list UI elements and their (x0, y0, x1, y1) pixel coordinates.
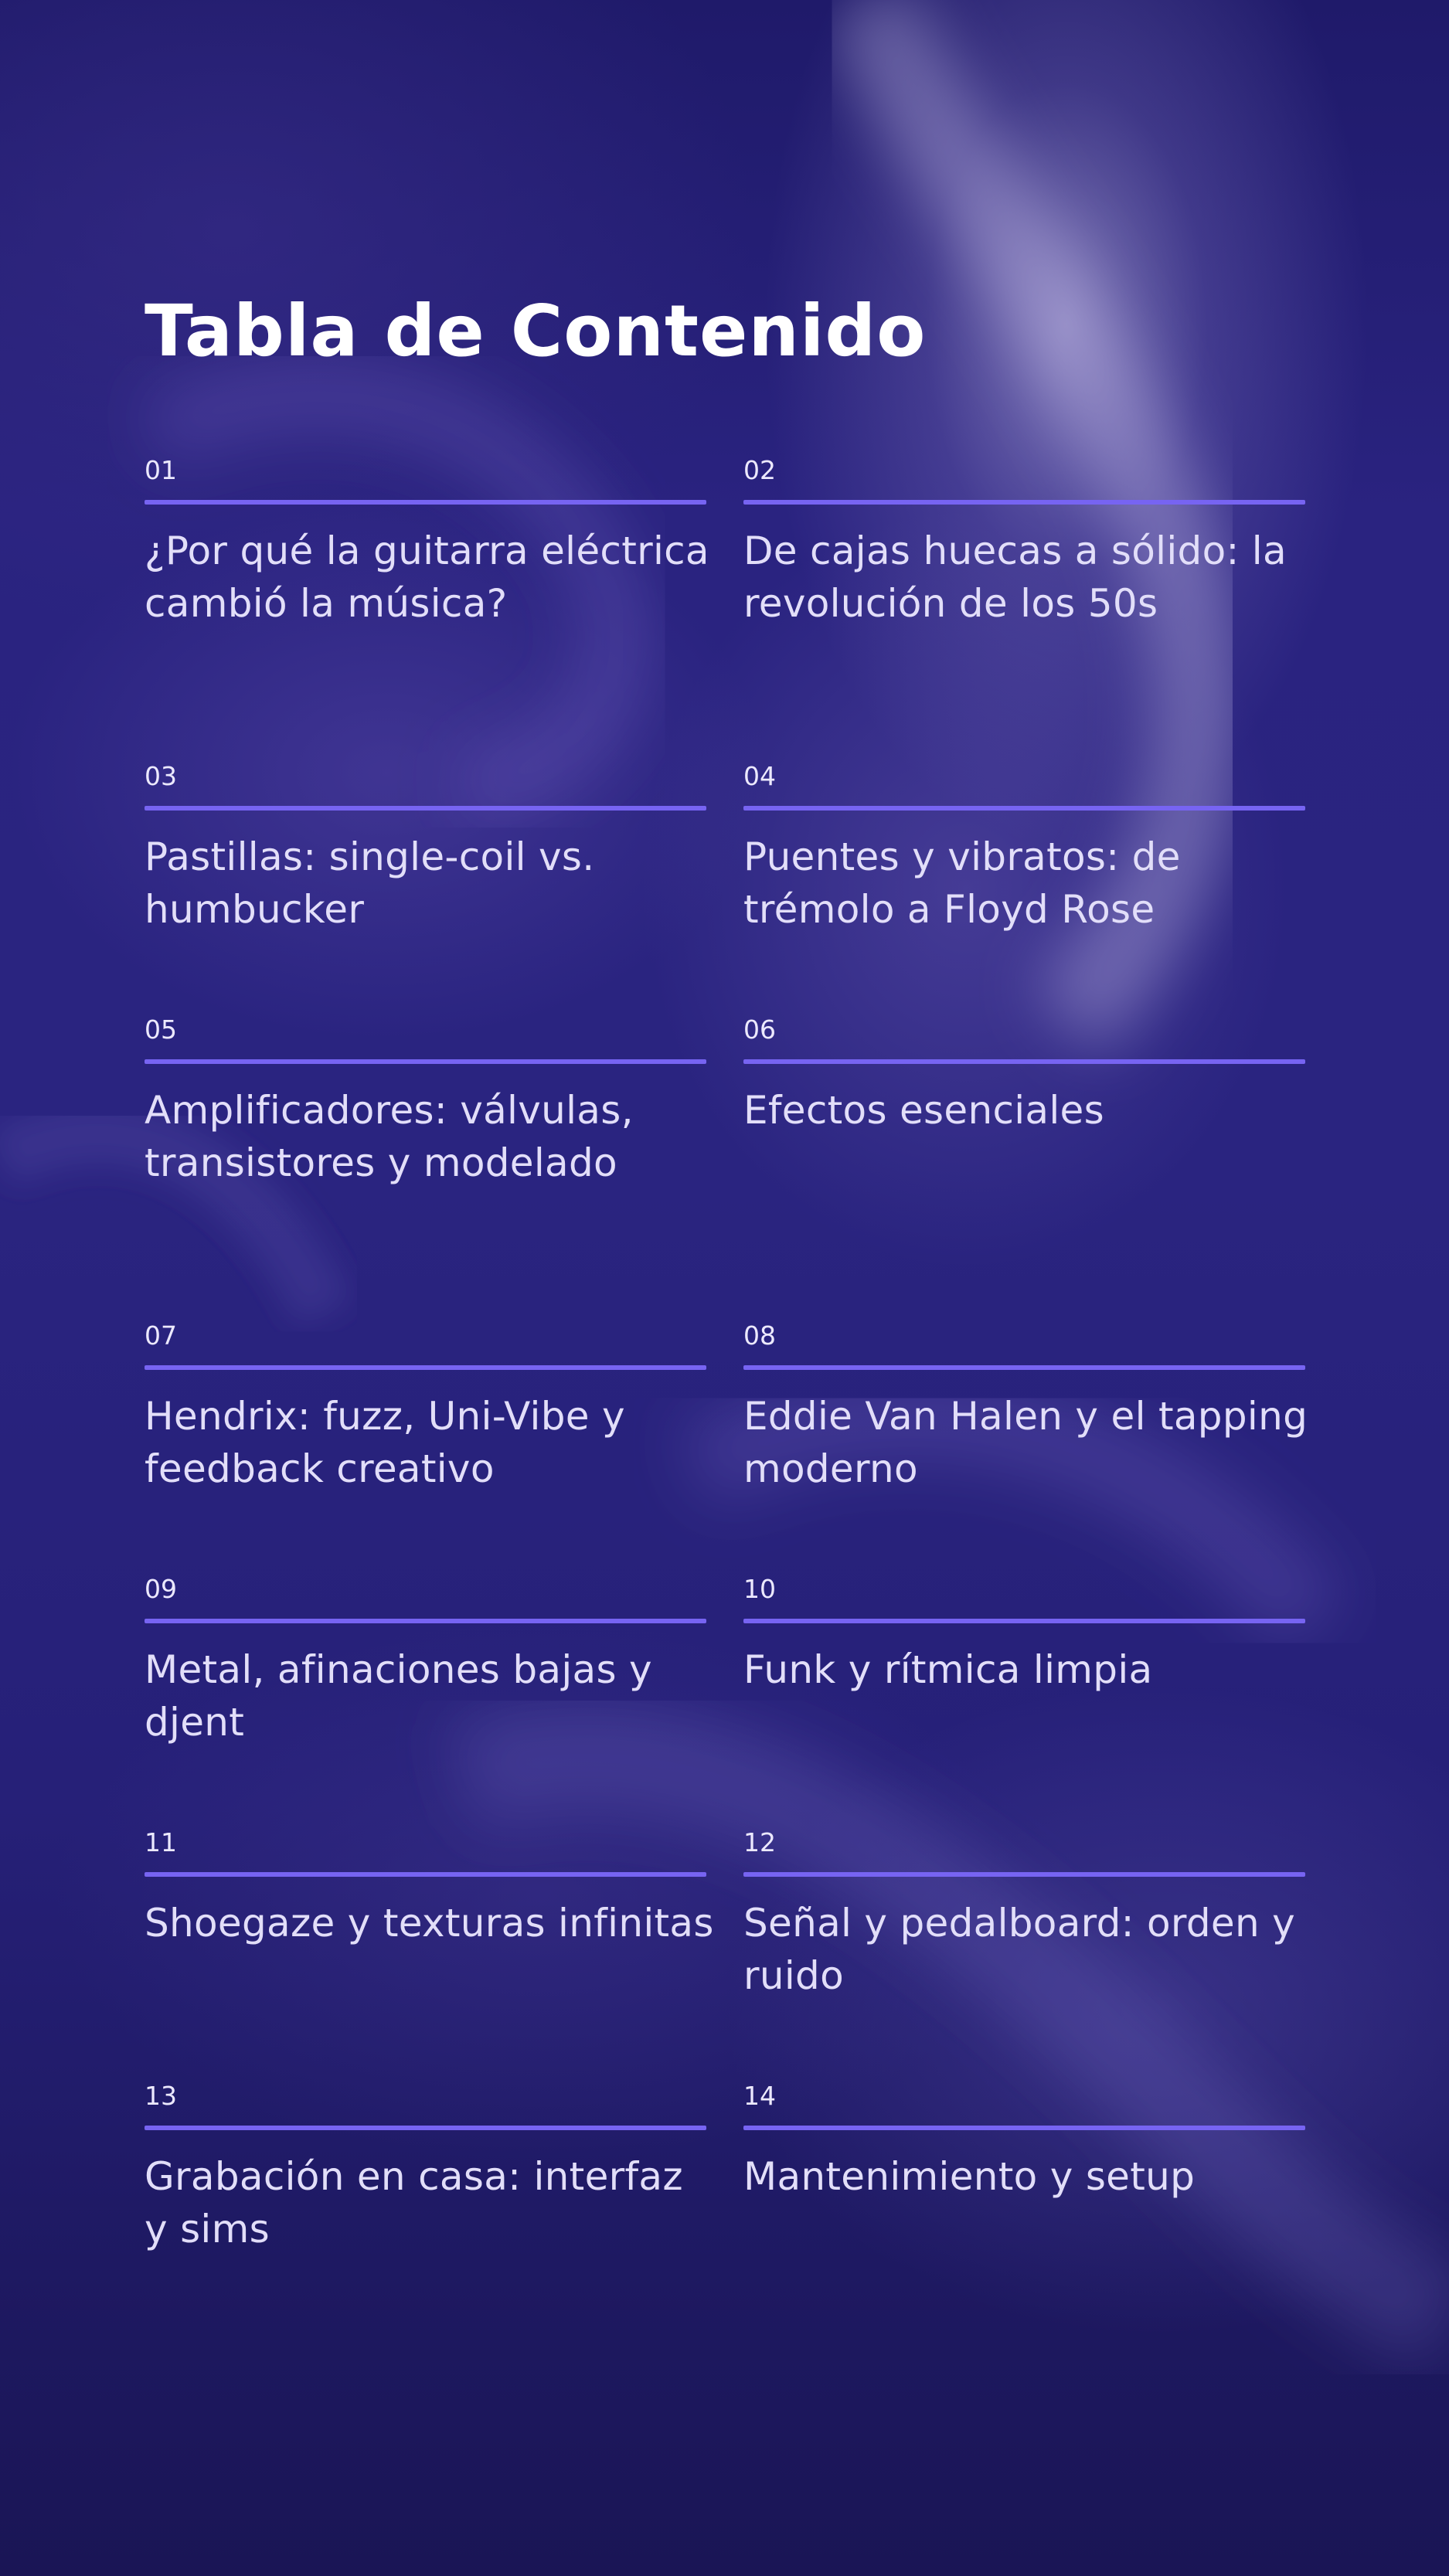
toc-item-title: Señal y pedalboard: orden y ruido (743, 1901, 1296, 1998)
toc-item-title: Eddie Van Halen y el tapping moderno (743, 1394, 1308, 1491)
toc-item-number: 02 (743, 455, 776, 485)
toc-divider (743, 1059, 1305, 1064)
toc-item-number: 10 (743, 1574, 776, 1604)
toc-item-title: Mantenimiento y setup (743, 2154, 1196, 2199)
toc-item-title: Grabación en casa: interfaz y sims (145, 2154, 683, 2251)
toc-item-title: Puentes y vibratos: de trémolo a Floyd Rose (743, 834, 1181, 932)
toc-divider (743, 806, 1305, 811)
toc-divider (743, 2126, 1305, 2130)
toc-divider (743, 1619, 1305, 1623)
toc-divider (145, 2126, 706, 2130)
toc-item-04[interactable] (743, 758, 1305, 1011)
toc-item-10[interactable] (743, 1571, 1305, 1824)
toc-item-14[interactable] (743, 2078, 1305, 2279)
toc-item-number: 04 (743, 761, 776, 791)
toc-item-02[interactable] (743, 452, 1305, 758)
toc-item-03[interactable] (145, 758, 706, 1011)
toc-item-number: 14 (743, 2081, 776, 2111)
toc-item-number: 03 (145, 761, 177, 791)
page-title: Tabla de Contenido (145, 290, 927, 372)
toc-divider (743, 1365, 1305, 1370)
toc-item-05[interactable] (145, 1011, 706, 1317)
toc-item-title: Funk y rítmica limpia (743, 1647, 1153, 1692)
toc-item-title: Efectos esenciales (743, 1088, 1104, 1133)
toc-divider (145, 1619, 706, 1623)
toc-item-08[interactable] (743, 1317, 1308, 1571)
toc-item-number: 11 (145, 1827, 177, 1857)
toc-item-11[interactable] (145, 1824, 714, 2078)
toc-item-title: Hendrix: fuzz, Uni-Vibe y feedback creativo (145, 1394, 625, 1491)
toc-item-title: ¿Por qué la guitarra eléctrica cambió la música? (145, 528, 709, 626)
toc-item-09[interactable] (145, 1571, 706, 1824)
toc-item-title: Metal, afinaciones bajas y djent (145, 1647, 652, 1745)
toc-divider (145, 500, 706, 505)
toc-item-number: 05 (145, 1014, 177, 1045)
toc-divider (145, 1872, 706, 1877)
toc-item-06[interactable] (743, 1011, 1305, 1317)
toc-item-number: 12 (743, 1827, 776, 1857)
toc-item-title: Shoegaze y texturas infinitas (145, 1901, 714, 1946)
toc-item-title: Amplificadores: válvulas, transistores y modelado (145, 1088, 634, 1185)
toc-item-number: 08 (743, 1320, 776, 1351)
toc-item-number: 07 (145, 1320, 177, 1351)
toc-item-number: 06 (743, 1014, 776, 1045)
toc-item-01[interactable] (145, 452, 709, 758)
toc-item-07[interactable] (145, 1317, 706, 1571)
toc-item-number: 01 (145, 455, 177, 485)
toc-divider (145, 1059, 706, 1064)
toc-item-number: 09 (145, 1574, 177, 1604)
toc-divider (743, 500, 1305, 505)
toc-item-number: 13 (145, 2081, 177, 2111)
toc-item-12[interactable] (743, 1824, 1305, 2078)
toc-item-title: De cajas huecas a sólido: la revolución de los 50s (743, 528, 1287, 626)
toc-item-title: Pastillas: single-coil vs. humbucker (145, 834, 595, 932)
toc-divider (145, 1365, 706, 1370)
toc-divider (743, 1872, 1305, 1877)
toc-item-13[interactable] (145, 2078, 706, 2279)
table-of-contents (145, 452, 1308, 2279)
toc-divider (145, 806, 706, 811)
